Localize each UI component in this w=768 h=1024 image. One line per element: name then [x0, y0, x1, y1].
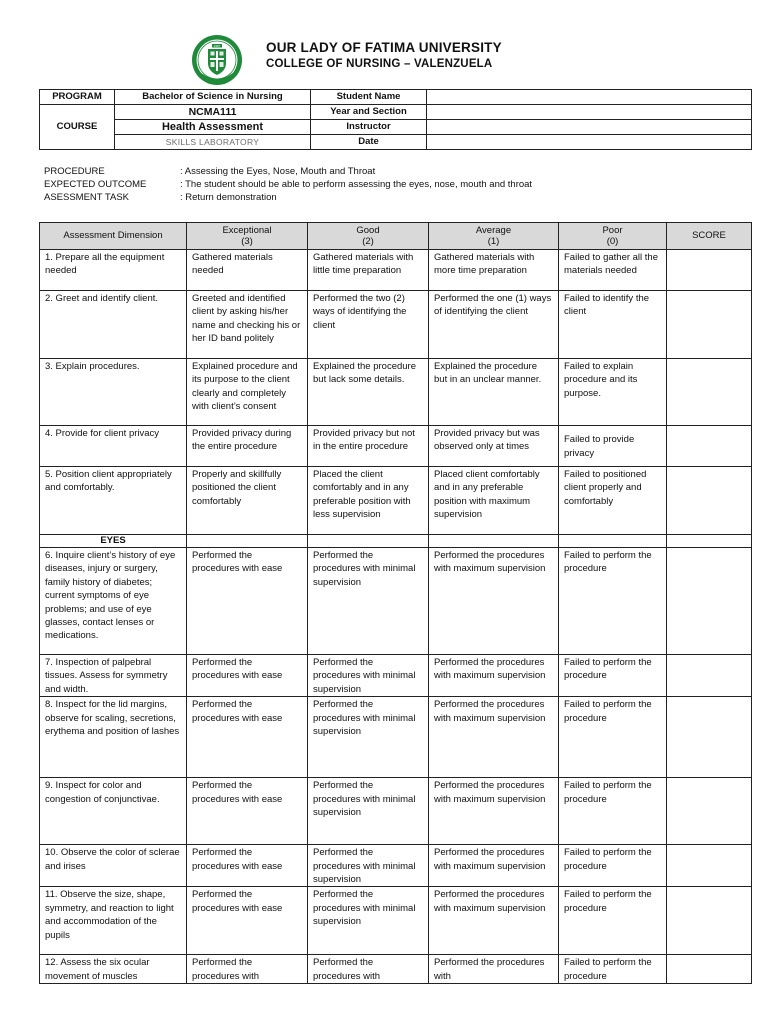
- average-cell: Placed client comfortably and in any preferable position with maximum supervision: [429, 467, 559, 535]
- rubric-header-row: [40, 223, 752, 250]
- header-poor-label: Poor: [602, 224, 623, 236]
- average-cell: Performed the procedures with maximum supervision: [429, 548, 559, 655]
- dimension-cell: 5. Position client appropriately and comfortably.: [40, 467, 187, 535]
- dimension-cell: 12. Assess the six ocular movement of muscles: [40, 955, 187, 984]
- score-cell[interactable]: [667, 955, 752, 984]
- average-cell: Provided privacy but was observed only at times: [429, 426, 559, 467]
- info-row: [40, 90, 752, 105]
- average-cell: Performed the procedures with maximum supervision: [429, 697, 559, 778]
- average-cell: Explained the procedure but in an unclear manner.: [429, 359, 559, 426]
- good-cell: Performed the procedures with minimal supervision: [308, 778, 429, 845]
- poor-cell: Failed to positioned client properly and comfortably: [559, 467, 667, 535]
- assessment-task-label: ASESSMENT TASK: [44, 192, 129, 203]
- rubric-row: [40, 697, 752, 778]
- dimension-cell: 1. Prepare all the equipment needed: [40, 250, 187, 291]
- good-cell: Performed the procedures with minimal supervision: [308, 697, 429, 778]
- score-cell[interactable]: [667, 887, 752, 955]
- exceptional-cell: Performed the procedures with: [187, 955, 308, 984]
- score-cell[interactable]: [667, 655, 752, 697]
- section-empty-cell: [559, 535, 667, 548]
- header-exceptional: [187, 223, 308, 250]
- good-cell: Provided privacy but not in the entire procedure: [308, 426, 429, 467]
- rubric-row: [40, 655, 752, 697]
- course-info-table: [39, 89, 752, 150]
- exceptional-cell: Performed the procedures with ease: [187, 887, 308, 955]
- info-row: [40, 105, 752, 120]
- dimension-cell: 6. Inquire client’s history of eye diseases, injury or surgery, family history of diabetes; current symptoms of eye problems; and use of eye glasses, contact lenses or medications.: [40, 548, 187, 655]
- poor-cell: Failed to perform the procedure: [559, 697, 667, 778]
- rubric-row: [40, 778, 752, 845]
- score-cell[interactable]: [667, 845, 752, 887]
- poor-cell: Failed to perform the procedure: [559, 955, 667, 984]
- exceptional-cell: Properly and skillfully positioned the client comfortably: [187, 467, 308, 535]
- poor-cell: Failed to perform the procedure: [559, 548, 667, 655]
- average-cell: Performed the procedures with maximum supervision: [429, 655, 559, 697]
- header-exceptional-points: (3): [241, 236, 253, 247]
- score-cell[interactable]: [667, 250, 752, 291]
- header-good-points: (2): [362, 236, 374, 247]
- course-label: COURSE: [40, 105, 115, 150]
- logo-year-text: 1967: [213, 43, 221, 48]
- good-cell: Performed the procedures with minimal supervision: [308, 548, 429, 655]
- instructor-field[interactable]: [427, 120, 752, 135]
- dimension-cell: 3. Explain procedures.: [40, 359, 187, 426]
- exceptional-cell: Performed the procedures with ease: [187, 778, 308, 845]
- section-empty-cell: [187, 535, 308, 548]
- student-name-field[interactable]: [427, 90, 752, 105]
- instructor-label: Instructor: [311, 120, 427, 135]
- poor-cell: Failed to perform the procedure: [559, 778, 667, 845]
- rubric-table: [39, 222, 752, 984]
- rubric-row: [40, 845, 752, 887]
- rubric-row: [40, 291, 752, 359]
- poor-cell: Failed to perform the procedure: [559, 655, 667, 697]
- poor-cell: Failed to provide privacy: [559, 426, 667, 467]
- procedure-value: : Assessing the Eyes, Nose, Mouth and Throat: [180, 166, 376, 177]
- rubric-row: [40, 426, 752, 467]
- dimension-cell: 8. Inspect for the lid margins, observe for scaling, secretions, erythema and position of lashes: [40, 697, 187, 778]
- exceptional-cell: Explained procedure and its purpose to the client clearly and completely with client’s consent: [187, 359, 308, 426]
- exceptional-cell: Provided privacy during the entire procedure: [187, 426, 308, 467]
- good-cell: Gathered materials with little time preparation: [308, 250, 429, 291]
- score-cell[interactable]: [667, 697, 752, 778]
- header-poor: [559, 223, 667, 250]
- procedure-label: PROCEDURE: [44, 166, 105, 177]
- course-subtitle: SKILLS LABORATORY: [115, 135, 311, 150]
- dimension-cell: 10. Observe the color of sclerae and irises: [40, 845, 187, 887]
- dimension-cell: 9. Inspect for color and congestion of conjunctivae.: [40, 778, 187, 845]
- average-cell: Performed the procedures with: [429, 955, 559, 984]
- dimension-cell: 2. Greet and identify client.: [40, 291, 187, 359]
- section-empty-cell: [429, 535, 559, 548]
- average-cell: Performed the procedures with maximum supervision: [429, 887, 559, 955]
- good-cell: Performed the procedures with: [308, 955, 429, 984]
- date-label: Date: [311, 135, 427, 150]
- program-value: Bachelor of Science in Nursing: [115, 90, 311, 105]
- rubric-row: [40, 548, 752, 655]
- score-cell[interactable]: [667, 291, 752, 359]
- dimension-cell: 11. Observe the size, shape, symmetry, and reaction to light and accommodation of the pupils: [40, 887, 187, 955]
- section-empty-cell: [308, 535, 429, 548]
- college-name: COLLEGE OF NURSING – VALENZUELA: [266, 58, 493, 70]
- rubric-row: [40, 887, 752, 955]
- average-cell: Performed the procedures with maximum supervision: [429, 845, 559, 887]
- university-name: OUR LADY OF FATIMA UNIVERSITY: [266, 40, 502, 55]
- header-average: [429, 223, 559, 250]
- poor-cell: Failed to identify the client: [559, 291, 667, 359]
- dimension-cell: 4. Provide for client privacy: [40, 426, 187, 467]
- score-cell[interactable]: [667, 778, 752, 845]
- year-section-field[interactable]: [427, 105, 752, 120]
- poor-cell: Failed to explain procedure and its purpose.: [559, 359, 667, 426]
- header-average-label: Average: [475, 224, 512, 236]
- good-cell: Performed the two (2) ways of identifying the client: [308, 291, 429, 359]
- exceptional-cell: Greeted and identified client by asking his/her name and checking his or her ID band politely: [187, 291, 308, 359]
- exceptional-cell: Performed the procedures with ease: [187, 655, 308, 697]
- average-cell: Performed the one (1) ways of identifying the client: [429, 291, 559, 359]
- poor-cell: Failed to gather all the materials needed: [559, 250, 667, 291]
- score-cell[interactable]: [667, 359, 752, 426]
- section-empty-cell: [667, 535, 752, 548]
- header-exceptional-label: Exceptional: [222, 224, 272, 236]
- header-poor-points: (0): [606, 236, 619, 247]
- average-cell: Gathered materials with more time preparation: [429, 250, 559, 291]
- header-good-label: Good: [356, 224, 380, 236]
- rubric-row: [40, 359, 752, 426]
- section-row-eyes: [40, 535, 752, 548]
- university-seal-logo: [191, 34, 243, 86]
- header-score: SCORE: [667, 223, 752, 250]
- info-row: [40, 135, 752, 150]
- exceptional-cell: Performed the procedures with ease: [187, 697, 308, 778]
- score-cell[interactable]: [667, 426, 752, 467]
- rubric-row: [40, 467, 752, 535]
- score-cell[interactable]: [667, 467, 752, 535]
- date-field[interactable]: [427, 135, 752, 150]
- course-code: NCMA111: [115, 105, 311, 120]
- program-label: PROGRAM: [40, 90, 115, 105]
- exceptional-cell: Performed the procedures with ease: [187, 548, 308, 655]
- good-cell: Performed the procedures with minimal supervision: [308, 887, 429, 955]
- good-cell: Performed the procedures with minimal supervision: [308, 845, 429, 887]
- section-title-eyes: EYES: [40, 535, 187, 548]
- rubric-row: [40, 955, 752, 984]
- average-cell: Performed the procedures with maximum supervision: [429, 778, 559, 845]
- exceptional-cell: Performed the procedures with ease: [187, 845, 308, 887]
- rubric-row: [40, 250, 752, 291]
- good-cell: Explained the procedure but lack some details.: [308, 359, 429, 426]
- poor-cell: Failed to perform the procedure: [559, 845, 667, 887]
- score-cell[interactable]: [667, 548, 752, 655]
- exceptional-cell: Gathered materials needed: [187, 250, 308, 291]
- assessment-task-value: : Return demonstration: [180, 192, 277, 203]
- expected-outcome-label: EXPECTED OUTCOME: [44, 179, 147, 190]
- header-good: [308, 223, 429, 250]
- good-cell: Placed the client comfortably and in any preferable position with less supervision: [308, 467, 429, 535]
- info-row: [40, 120, 752, 135]
- dimension-cell: 7. Inspection of palpebral tissues. Assess for symmetry and width.: [40, 655, 187, 697]
- header-dimension: Assessment Dimension: [40, 223, 187, 250]
- year-section-label: Year and Section: [311, 105, 427, 120]
- course-title: Health Assessment: [115, 120, 311, 135]
- header-average-points: (1): [487, 236, 500, 247]
- expected-outcome-value: : The student should be able to perform assessing the eyes, nose, mouth and throat: [180, 179, 533, 190]
- poor-cell: Failed to perform the procedure: [559, 887, 667, 955]
- student-name-label: Student Name: [311, 90, 427, 105]
- good-cell: Performed the procedures with minimal supervision: [308, 655, 429, 697]
